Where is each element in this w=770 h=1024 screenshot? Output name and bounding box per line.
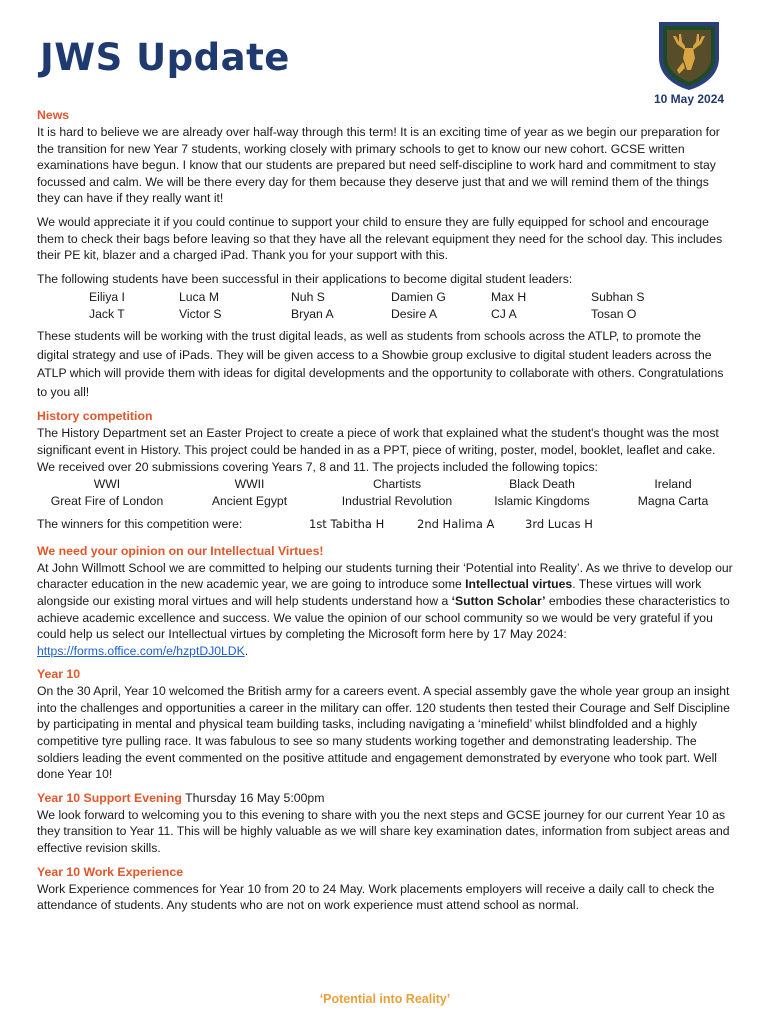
year10-paragraph: On the 30 April, Year 10 welcomed the British army for a careers event. A special assembly gave the whole year group an insight into the challenges and opportunities a career in the military can offer. 120 students then tested their Courage and Self Discipline by participating in mental and physical team building tasks, including navigating a ‘minefield’ whilst blindfolded and a highly competitive tyre pulling race. It was fabulous to see so many students working together and demonstrating leadership. The soldiers leading the event commented on the positive attitude and engagement demonstrated by everyone who took part. Well done Year 10! — [37, 684, 730, 782]
news-paragraph-4: These students will be working with the trust digital leads, as well as students from schools across the ATLP, to promote the digital strategy and use of iPads. They will be given access to a Showbie group exclusive to digital student leaders across the ATLP which will provide them with ideas for digital developments and the opportunity to collaborate with others. Congratulations to you all! — [37, 329, 724, 399]
topic-item: Ireland — [654, 477, 692, 492]
support-evening-time: Thursday 16 May 5:00pm — [181, 790, 325, 805]
topic-item: WWI — [93, 477, 121, 492]
page-title: JWS Update — [40, 36, 290, 79]
topic-item: Great Fire of London — [50, 493, 164, 508]
work-experience-heading: Year 10 Work Experience — [37, 864, 184, 879]
news-heading: News — [37, 108, 70, 122]
winner-item: 1st Tabitha H — [309, 517, 385, 532]
leader-name: Desire A — [391, 306, 438, 321]
leader-name: Nuh S — [291, 290, 325, 305]
leader-name: Jack T — [89, 306, 125, 321]
virtues-text: . — [244, 643, 249, 658]
digital-leaders-list — [89, 289, 734, 322]
leader-name: Damien G — [391, 290, 446, 305]
leader-name: Eiliya I — [89, 290, 125, 305]
virtues-bold-term: ‘Sutton Scholar’ — [451, 593, 546, 608]
virtues-text: embodies these characteristics to achieve academic excellence and success. We value the opinion of our school community so we would be very grateful if you could help us select our Intellectual virtues by completing the Microsoft form here by 17 May 2024: — [37, 593, 730, 642]
history-winners — [37, 516, 734, 533]
survey-form-link[interactable]: https://forms.office.com/e/hzptDJ0LDK — [37, 643, 245, 658]
topic-item: WWII — [234, 477, 265, 492]
virtues-paragraph — [37, 560, 734, 660]
topic-item: Magna Carta — [637, 493, 709, 508]
history-topics — [37, 476, 734, 509]
stag-crest-icon — [655, 18, 723, 92]
topic-item: Islamic Kingdoms — [494, 493, 590, 508]
virtues-bold-term: Intellectual virtues — [465, 577, 573, 592]
support-evening-title: Year 10 Support Evening — [37, 790, 182, 805]
history-paragraph: The History Department set an Easter Project to create a piece of work that explained what the student's thought was the most significant event in History. This project could be handed in as a PPT, piece of writing, poster, model, booklet, leaflet and cake. We received over 20 submissions covering Years 7, 8 and 11. The projects included the following topics: — [37, 426, 719, 474]
newsletter-body — [37, 107, 734, 921]
winners-label: The winners for this competition were: — [37, 517, 243, 532]
leader-name: Max H — [491, 290, 527, 305]
leader-name: Tosan O — [591, 306, 637, 321]
support-evening-heading — [37, 790, 734, 807]
topic-item: Black Death — [509, 477, 575, 492]
virtues-text: At John Willmott School we are committed to helping our students turning their ‘Potential into Reality’. As we thrive to develop our character education in the new academic year, we are going to introduce some — [37, 560, 733, 592]
leader-name: CJ A — [491, 306, 517, 321]
topic-item: Chartists — [372, 477, 422, 492]
issue-date: 10 May 2024 — [654, 92, 725, 106]
news-paragraph-2: We would appreciate it if you could continue to support your child to ensure they are fully equipped for school and encourage them to check their bags before leaving so that they have all the relevant equipment they need for the school day. This includes their PE kit, blazer and a charged iPad. Thank you for your support with this. — [37, 214, 723, 263]
news-paragraph-1: It is hard to believe we are already over half-way through this term! It is an exciting time of year as we begin our preparation for the transition for new Year 7 students, working closely with primary schools to get to know our new cohort. GCSE written examinations have begun. I know that our students are prepared but need self-discipline to work hard and commitment to stay focussed and calm. We will be there every day for them because they deserve just that and we will remind them of the things they can have if they really want it! — [37, 125, 720, 206]
winner-item: 2nd Halima A — [417, 517, 495, 532]
winner-item: 3rd Lucas H — [525, 517, 593, 532]
virtues-heading: We need your opinion on our Intellectual Virtues! — [37, 543, 324, 558]
leader-name: Luca M — [179, 290, 219, 305]
virtues-text: . These virtues will work alongside our existing moral virtues and will help students understand how a — [37, 577, 702, 608]
leader-name: Subhan S — [591, 290, 645, 305]
school-motto: ‘Potential into Reality’ — [319, 992, 451, 1006]
topic-item: Industrial Revolution — [341, 493, 453, 508]
work-experience-paragraph: Work Experience commences for Year 10 from 20 to 24 May. Work placements employers will receive a daily call to check the attendance of students. Any students who are not on work experience must attend school as normal. — [37, 881, 715, 913]
topic-item: Ancient Egypt — [211, 493, 288, 508]
news-paragraph-3: The following students have been successful in their applications to become digital student leaders: — [37, 271, 573, 286]
leader-name: Victor S — [179, 306, 222, 321]
support-evening-paragraph: We look forward to welcoming you to this evening to share with you the next steps and GCSE journey for our current Year 10 as they transition to Year 11. This will be highly valuable as we will share key examination dates, information from subject areas and effective revision skills. — [37, 807, 730, 856]
year10-heading: Year 10 — [37, 667, 81, 682]
history-heading: History competition — [37, 409, 153, 424]
leader-name: Bryan A — [291, 306, 334, 321]
